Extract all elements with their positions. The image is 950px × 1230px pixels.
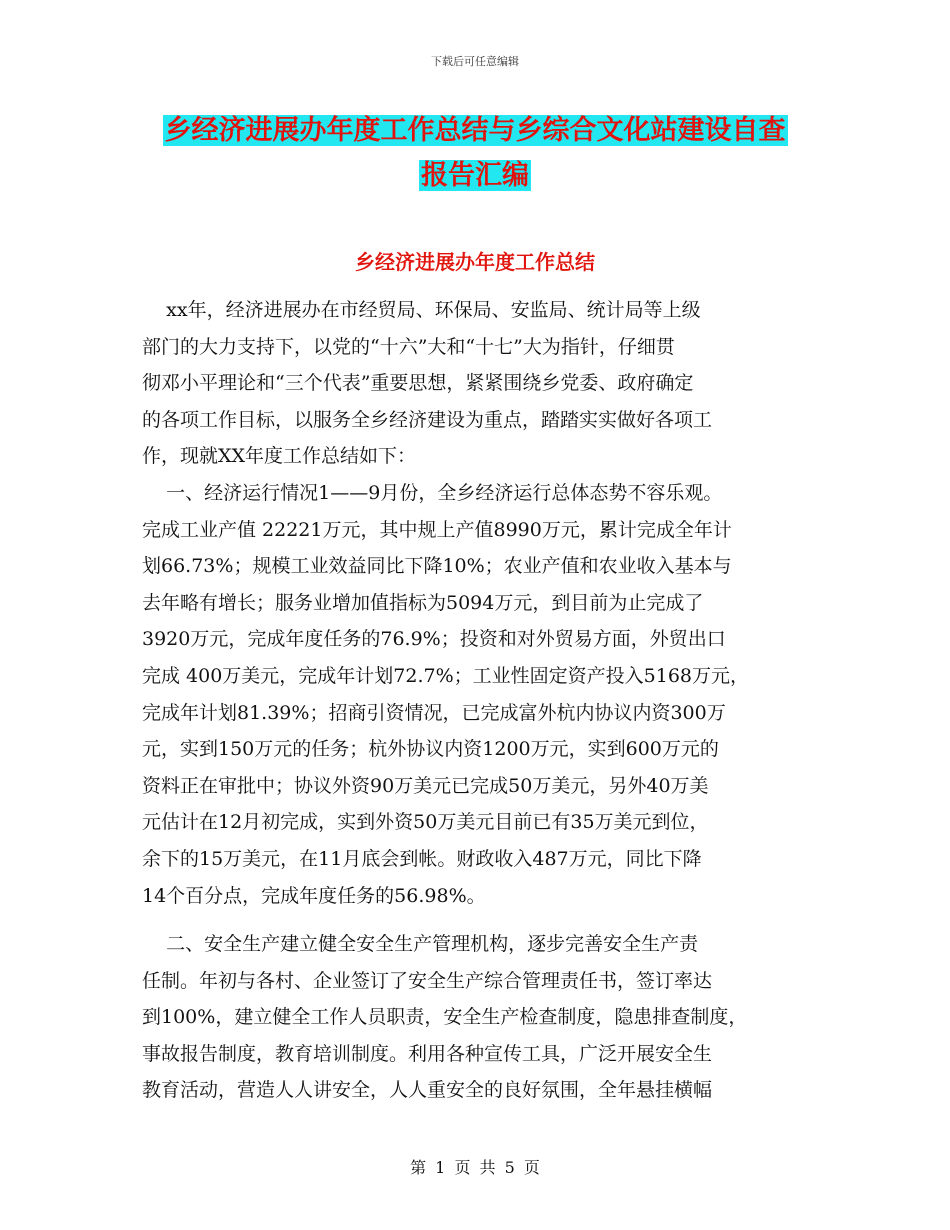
title-line-2: 报告汇编: [421, 160, 529, 191]
body-line: 一、经济运行情况1——9月份，全乡经济运行总体态势不容乐观。: [142, 481, 723, 504]
body-line: 划66.73%；规模工业效益同比下降10%；农业产值和农业收入基本与: [142, 555, 732, 578]
body-line: 资料正在审批中；协议外资90万美元已完成50万美元，另外40万美: [142, 774, 709, 797]
body-line: 的各项工作目标，以服务全乡经济建设为重点，踏踏实实做好各项工: [142, 408, 713, 431]
header-note: 下载后可任意编辑: [431, 55, 519, 68]
body-line: 任制。年初与各村、企业签订了安全生产综合管理责任书，签订率达: [142, 969, 713, 992]
body-line: 去年略有增长；服务业增加值指标为5094万元，到目前为止完成了: [142, 591, 704, 614]
body-line: 元，实到150万元的任务；杭外协议内资1200万元，实到600万元的: [142, 738, 719, 761]
page-number-footer: 第 1 页 共 5 页: [410, 1158, 540, 1177]
body-line: 到100%，建立健全工作人员职责，安全生产检查制度，隐患排查制度，: [142, 1006, 748, 1029]
document-title: [0, 108, 950, 198]
body-line: 3920万元，完成年度任务的76.9%；投资和对外贸易方面，外贸出口: [142, 628, 726, 651]
title-line-1: 乡经济进展办年度工作总结与乡综合文化站建设自查: [164, 115, 786, 146]
body-line: 完成 400万美元，完成年计划72.7%；工业性固定资产投入5168万元，: [142, 664, 750, 687]
body-text: [142, 292, 822, 1109]
body-line: xx年，经济进展办在市经贸局、环保局、安监局、统计局等上级: [142, 299, 701, 321]
body-line: 作，现就XX年度工作总结如下：: [142, 445, 417, 468]
body-line: 教育活动，营造人人讲安全，人人重安全的良好氛围，全年悬挂横幅: [142, 1079, 713, 1102]
body-line: 完成工业产值 22221万元，其中规上产值8990万元，累计完成全年计: [142, 518, 732, 541]
body-line: 事故报告制度，教育培训制度。利用各种宣传工具，广泛开展安全生: [142, 1042, 713, 1065]
body-line: 元估计在12月初完成，实到外资50万美元目前已有35万美元到位，: [142, 811, 709, 834]
body-line: 14个百分点，完成年度任务的56.98%。: [142, 884, 486, 907]
section-title: 乡经济进展办年度工作总结: [355, 250, 595, 274]
body-line: 二、安全生产建立健全安全生产管理机构，逐步完善安全生产责: [142, 933, 699, 956]
body-line: 完成年计划81.39%；招商引资情况，已完成富外杭内协议内资300万: [142, 701, 726, 724]
body-line: 余下的15万美元，在11月底会到帐。财政收入487万元，同比下降: [142, 847, 702, 870]
body-line: 部门的大力支持下，以党的“十六”大和“十七”大为指针，仔细贯: [142, 335, 675, 358]
body-line: 彻邓小平理论和“三个代表”重要思想，紧紧围绕乡党委、政府确定: [142, 372, 694, 395]
